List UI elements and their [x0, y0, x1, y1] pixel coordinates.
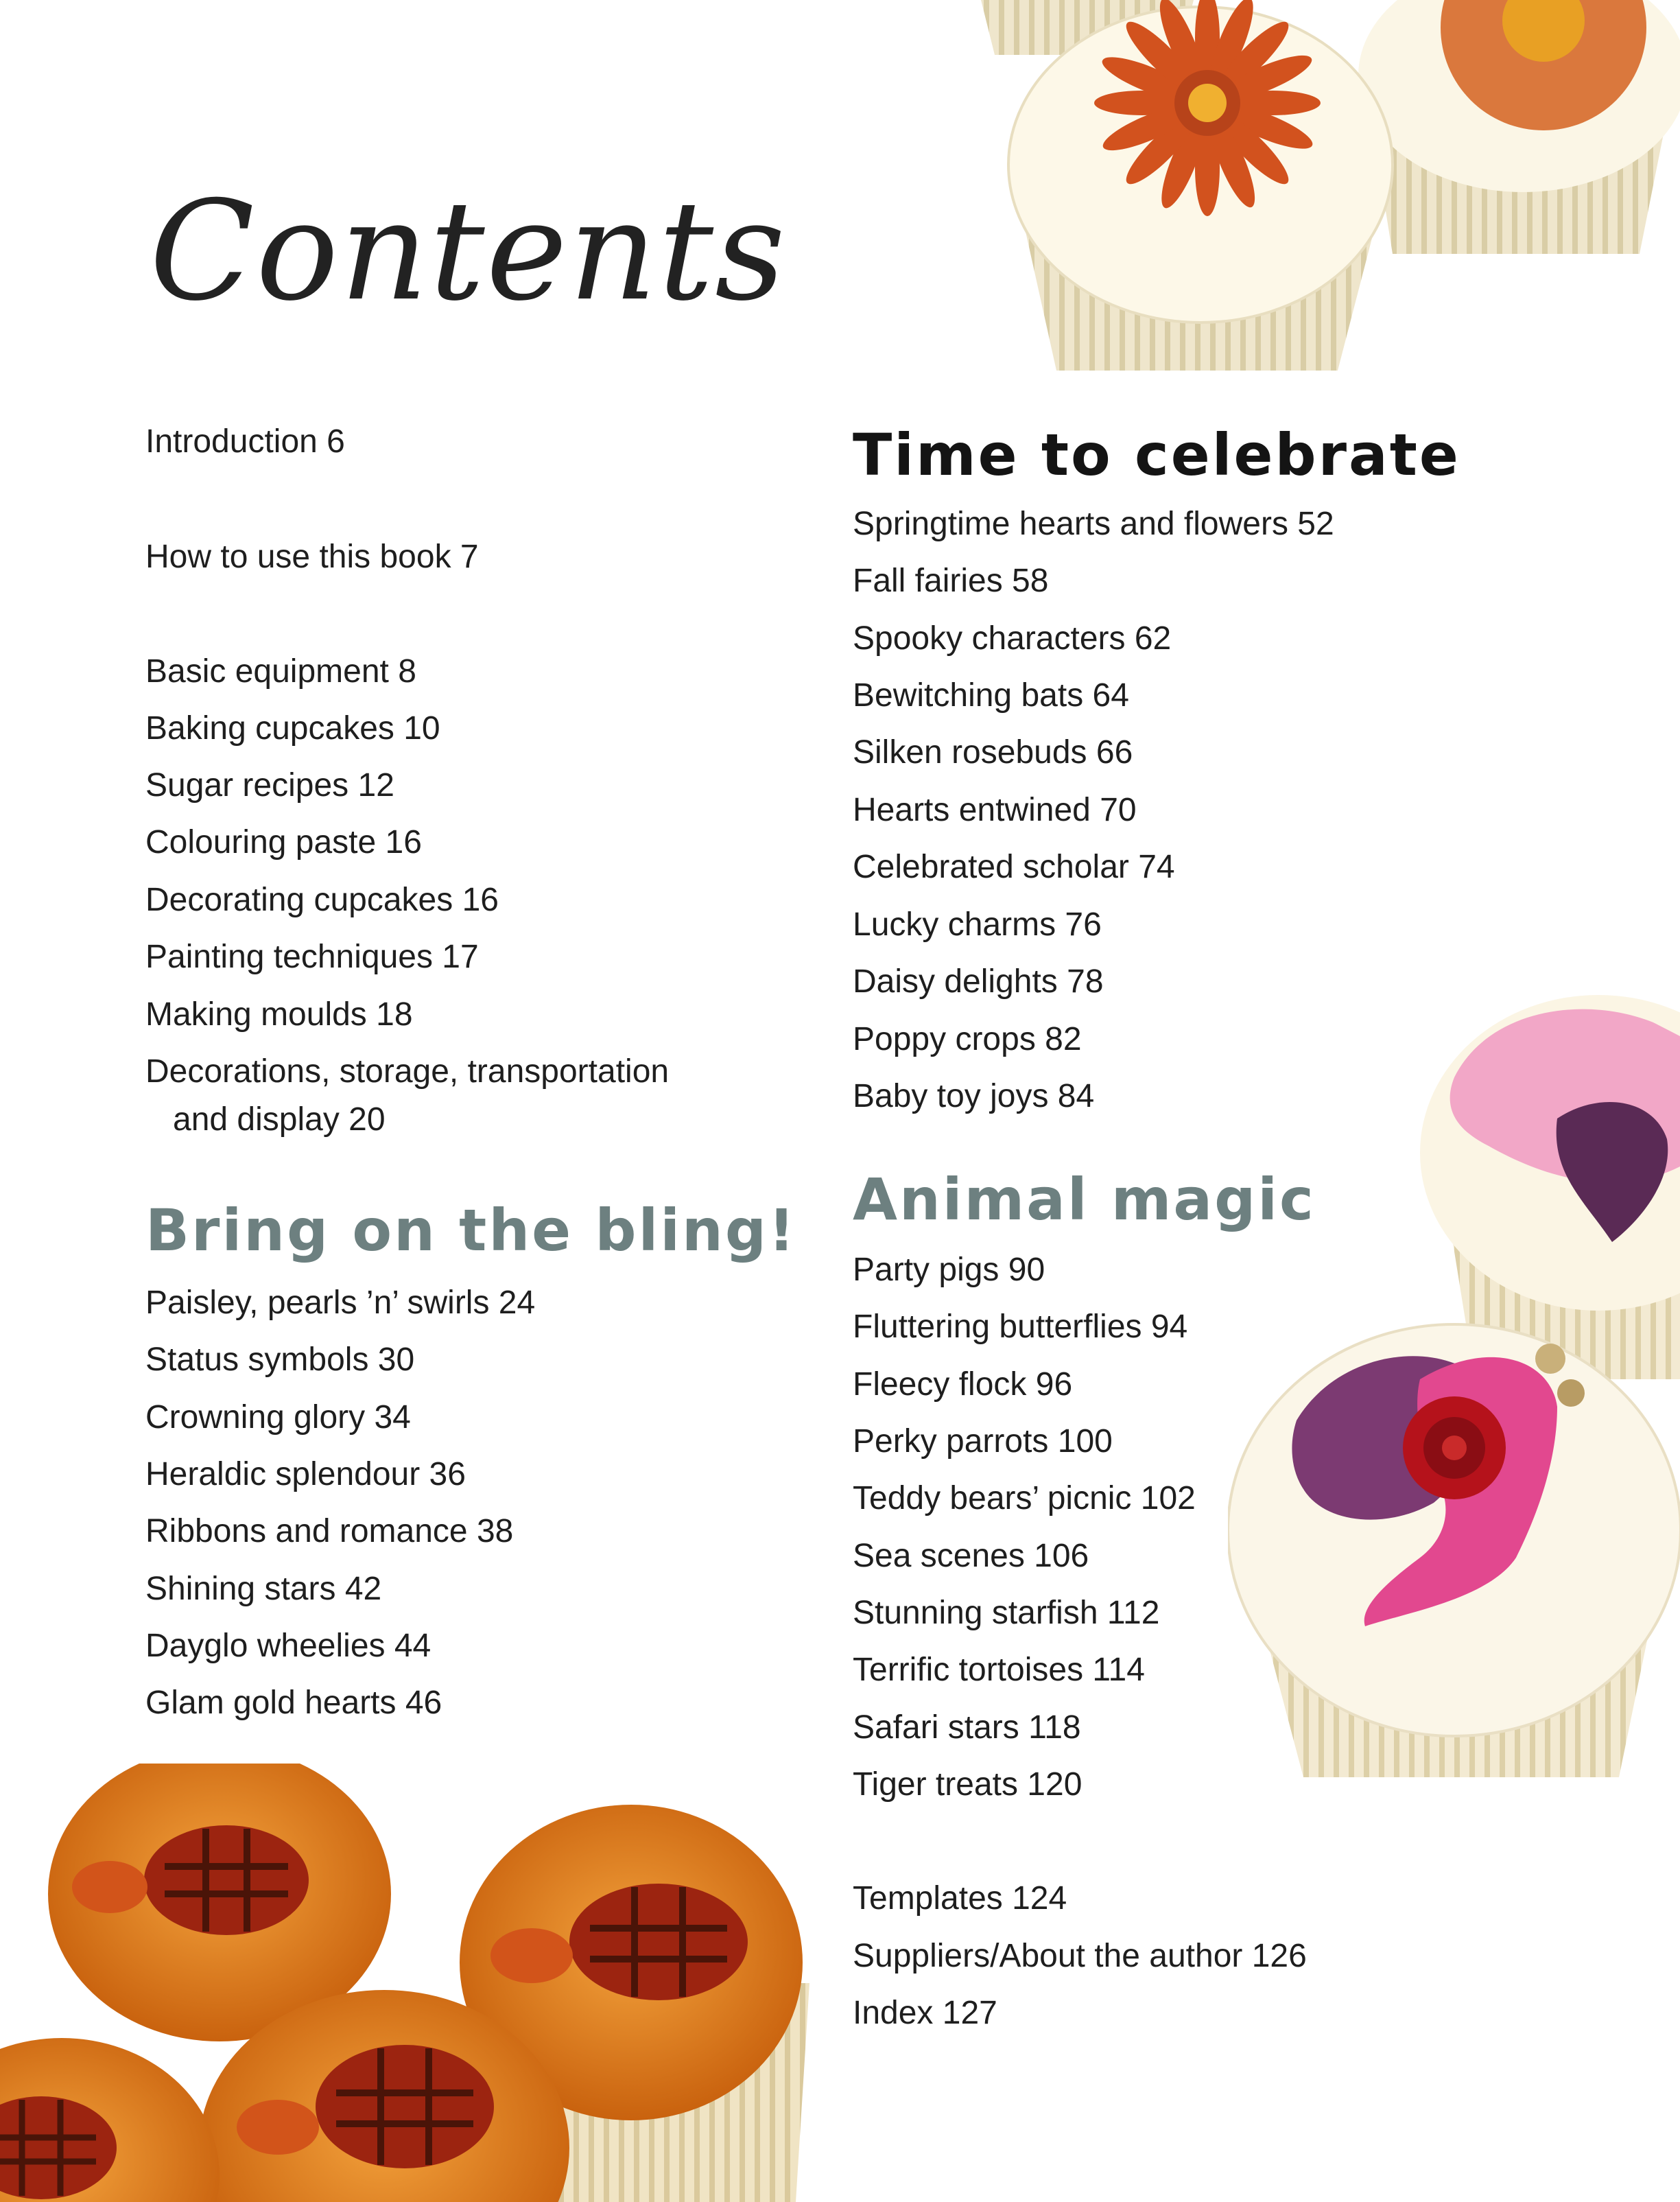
toc-entry[interactable]: Shining stars 42 [145, 1571, 382, 1607]
toc-entry[interactable]: Stunning starfish 112 [853, 1595, 1160, 1631]
toc-entry[interactable]: Crowning glory 34 [145, 1399, 411, 1436]
toc-entry[interactable]: Tiger treats 120 [853, 1766, 1082, 1803]
toc-entry[interactable]: Springtime hearts and flowers 52 [853, 506, 1334, 542]
section-heading-animal: Animal magic [853, 1166, 1316, 1233]
page-title: Contents [150, 172, 787, 331]
toc-entry-line: Decorations, storage, transportation [145, 1053, 670, 1090]
daisy-cupcakes-photo [954, 0, 1680, 384]
toc-entry[interactable]: Dayglo wheelies 44 [145, 1628, 431, 1664]
ribbon-cupcakes-photo [1228, 995, 1680, 1784]
tortoise-cupcakes-photo [0, 1764, 823, 2202]
toc-entry[interactable]: Teddy bears’ picnic 102 [853, 1480, 1196, 1516]
toc-entry[interactable]: Hearts entwined 70 [853, 792, 1137, 828]
toc-entry[interactable]: Making moulds 18 [145, 996, 413, 1033]
toc-entry[interactable]: Heraldic splendour 36 [145, 1456, 466, 1492]
toc-entry[interactable]: Painting techniques 17 [145, 939, 479, 975]
toc-entry[interactable]: Bewitching bats 64 [853, 677, 1129, 714]
toc-entry[interactable]: Silken rosebuds 66 [853, 734, 1133, 771]
toc-entry[interactable]: Fluttering butterflies 94 [853, 1309, 1188, 1345]
toc-entry[interactable]: Perky parrots 100 [853, 1423, 1113, 1460]
toc-entry[interactable]: Fleecy flock 96 [853, 1366, 1073, 1403]
section-heading-celebrate: Time to celebrate [853, 421, 1460, 489]
toc-entry[interactable]: Safari stars 118 [853, 1709, 1081, 1746]
toc-entry[interactable]: Baking cupcakes 10 [145, 710, 440, 747]
toc-entry[interactable]: Colouring paste 16 [145, 824, 422, 860]
toc-entry[interactable]: Index 127 [853, 1995, 997, 2031]
toc-entry[interactable]: Baby toy joys 84 [853, 1078, 1095, 1114]
toc-entry[interactable]: Sea scenes 106 [853, 1538, 1089, 1574]
toc-entry[interactable]: Templates 124 [853, 1880, 1067, 1917]
toc-entry[interactable]: Daisy delights 78 [853, 963, 1104, 1000]
toc-entry[interactable]: Ribbons and romance 38 [145, 1513, 514, 1549]
toc-entry[interactable]: Party pigs 90 [853, 1252, 1045, 1288]
toc-entry[interactable]: Celebrated scholar 74 [853, 849, 1175, 885]
toc-entry[interactable]: Basic equipment 8 [145, 653, 416, 690]
toc-entry[interactable]: Status symbols 30 [145, 1342, 415, 1378]
toc-entry[interactable]: How to use this book 7 [145, 539, 479, 575]
toc-entry[interactable]: Glam gold hearts 46 [145, 1685, 442, 1721]
section-heading-bling: Bring on the bling! [145, 1197, 797, 1264]
toc-entry[interactable]: Paisley, pearls ’n’ swirls 24 [145, 1285, 536, 1321]
toc-entry[interactable]: Suppliers/About the author 126 [853, 1938, 1307, 1974]
toc-entry[interactable]: Terrific tortoises 114 [853, 1652, 1145, 1688]
toc-entry[interactable]: Fall fairies 58 [853, 563, 1049, 599]
toc-entry[interactable]: Introduction 6 [145, 423, 345, 460]
toc-entry[interactable]: Poppy crops 82 [853, 1021, 1082, 1057]
toc-entry-multiline[interactable] [145, 1052, 669, 1140]
toc-entry[interactable]: Decorating cupcakes 16 [145, 882, 499, 918]
toc-entry-line: and display 20 [173, 1101, 386, 1138]
toc-entry[interactable]: Sugar recipes 12 [145, 767, 394, 804]
toc-entry[interactable]: Spooky characters 62 [853, 620, 1172, 657]
toc-entry[interactable]: Lucky charms 76 [853, 906, 1102, 943]
